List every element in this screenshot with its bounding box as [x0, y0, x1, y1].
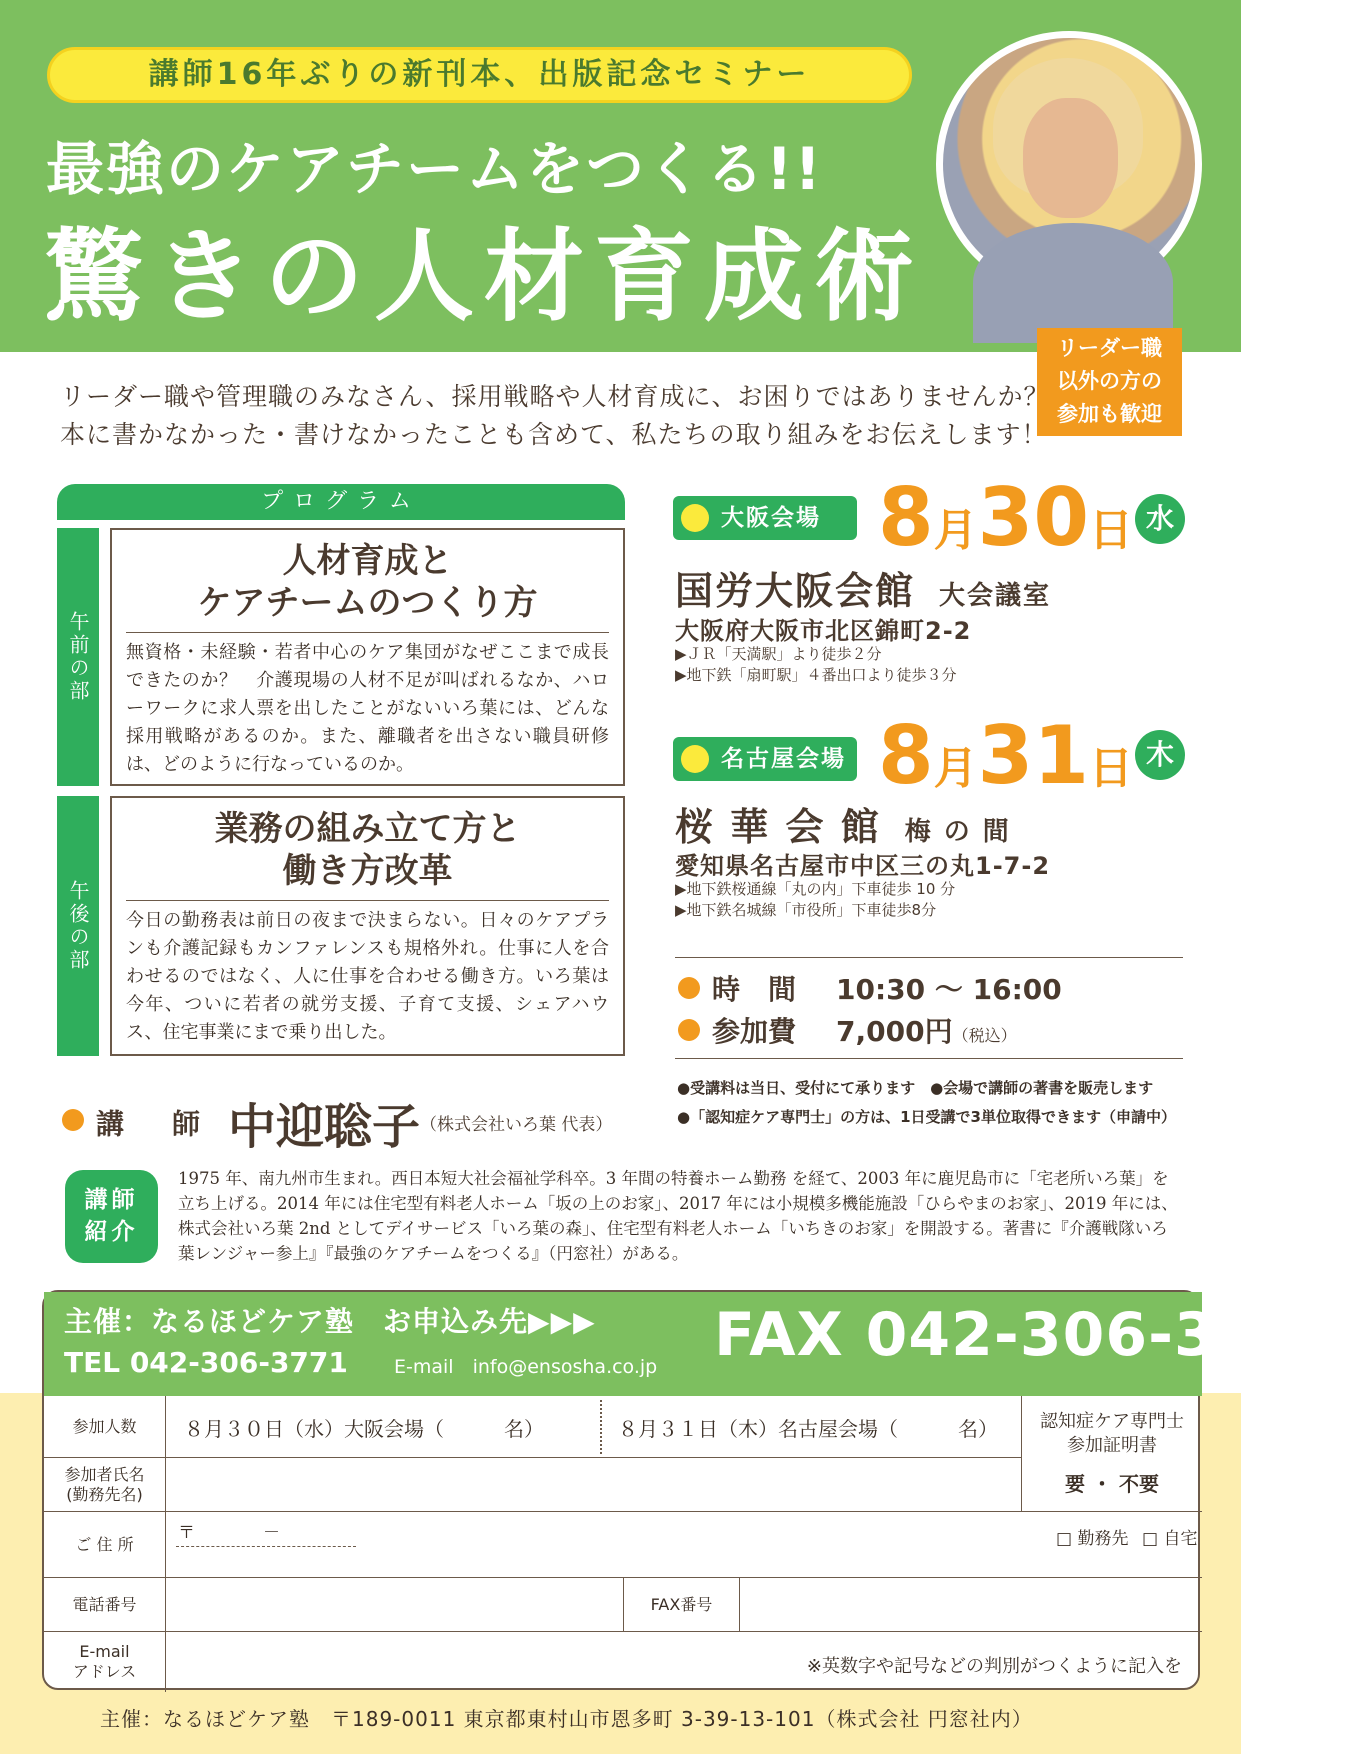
bio-badge-line: 紹介: [84, 1219, 139, 1245]
orange-dot-icon: [62, 1109, 84, 1131]
program-heading: プログラム: [57, 484, 625, 520]
fee-label: 参加費: [712, 1015, 797, 1048]
time-row: [678, 968, 1062, 1008]
welcome-badge: [1037, 328, 1182, 436]
name-label-line: (勤務先名): [66, 1484, 143, 1504]
date-day-unit: 日: [1089, 743, 1133, 794]
divider: [675, 957, 1183, 958]
welcome-line: リーダー職: [1057, 336, 1162, 360]
apply-text: お申込み先▶▶▶: [383, 1305, 596, 1338]
access-line: ▶地下鉄「扇町駅」４番出口より徒歩３分: [675, 666, 957, 684]
date-day-unit: 日: [1089, 505, 1133, 556]
lecturer-name: 中迎聡子: [228, 1099, 421, 1155]
session-body: 無資格・未経験・若者中心のケア集団がなぜここまで成長できたのか？ 介護現場の人材不足が叫ばれるなか、ハローワークに求人票を出したことがないいろ葉には、どんな採用戦略があるのか。また、離職者を出さない職員研修は、どのように行なっているのか。: [126, 642, 609, 775]
title-line-2: 驚きの人材育成術: [44, 218, 924, 335]
email-note: ※英数字や記号などの判別がつくように記入を: [806, 1656, 1182, 1677]
access-line: ▶ＪＲ「天満駅」より徒歩２分: [675, 645, 882, 663]
address-nagoya: 愛知県名古屋市中区三の丸1-7-2: [675, 852, 1051, 880]
access-osaka: [675, 644, 957, 686]
date-month-unit: 月: [933, 505, 978, 556]
photo-body: [973, 223, 1173, 343]
dot-icon: [681, 745, 709, 773]
divider: [600, 1400, 602, 1454]
intro-text: [60, 378, 1050, 454]
date-month: 8: [878, 471, 934, 564]
count-field[interactable]: [166, 1396, 1022, 1458]
name-label-line: 参加者氏名: [64, 1464, 145, 1484]
session-title: [112, 530, 623, 624]
home-checkbox[interactable]: □ 自宅: [1142, 1529, 1198, 1549]
address-osaka: 大阪府大阪市北区錦町2-2: [675, 617, 972, 645]
venue-tag-nagoya: [673, 737, 857, 781]
lecturer: [62, 1088, 612, 1157]
work-checkbox[interactable]: □ 勤務先: [1056, 1529, 1129, 1549]
organizer-text: 主催：なるほどケア塾: [64, 1305, 355, 1338]
form-tel: TEL 042-306-3771: [64, 1346, 348, 1379]
dot-icon: [681, 504, 709, 532]
fee-value: 7,000円: [836, 1015, 953, 1048]
hall-room: 梅 の 間: [904, 817, 1011, 847]
note-line: ●「認知症ケア専門士」の方は、1日受講で3単位取得できます（申請中）: [677, 1108, 1176, 1126]
access-line: ▶地下鉄名城線「市役所」下車徒歩8分: [675, 901, 937, 919]
access-nagoya: [675, 879, 955, 921]
fee-row: [678, 1010, 1017, 1050]
cert-field[interactable]: [1022, 1396, 1202, 1512]
lecturer-org: （株式会社いろ葉 代表）: [420, 1115, 613, 1135]
session-title-line: 働き方改革: [282, 851, 453, 891]
fax-label: FAX番号: [624, 1578, 740, 1632]
email-row-label: [44, 1632, 166, 1692]
date-month: 8: [878, 709, 934, 802]
date-month-unit: 月: [933, 743, 978, 794]
hall-name: 国労大阪会館: [675, 569, 916, 613]
application-form: [42, 1290, 1345, 1690]
form-organizer: [64, 1300, 596, 1340]
venue-tag-label: 名古屋会場: [721, 746, 846, 772]
zip-field: 〒 －: [178, 1523, 280, 1543]
cert-choice: 要 ・ 不要: [1065, 1472, 1159, 1496]
hall-nagoya: [675, 796, 1011, 851]
phone-label: 電話番号: [44, 1578, 166, 1632]
weekday-badge: 木: [1135, 730, 1185, 780]
orange-dot-icon: [678, 1019, 700, 1041]
session-title: [112, 798, 623, 892]
time-value: 10:30 〜 16:00: [836, 973, 1062, 1006]
form-email: [394, 1352, 657, 1379]
bio-badge: [65, 1170, 158, 1263]
email-value: info@ensosha.co.jp: [472, 1356, 658, 1378]
title-line-1: 最強のケアチームをつくる!!: [46, 135, 823, 203]
hall-osaka: [675, 560, 1051, 615]
date-day: 30: [977, 471, 1089, 564]
session-body: 今日の勤務表は前日の夜まで決まらない。日々のケアプランも介護記録もカンファレンスも規格外れ。仕事に人を合わせるのではなく、人に仕事を合わせる働き方。いろ葉は今年、ついに若者の就労支援、子育て支援、シェアハウス、住宅事業にまで乗り出した。: [126, 910, 609, 1043]
cert-title: [1022, 1396, 1202, 1458]
welcome-line: 以外の方の: [1057, 369, 1162, 393]
time-label: 時 間: [712, 973, 797, 1006]
access-line: ▶地下鉄桜通線「丸の内」下車徒歩 10 分: [675, 880, 956, 898]
session-label-afternoon: 午後の部: [57, 796, 99, 1056]
email-label-line: E-mail: [79, 1642, 130, 1661]
session-title-line: 人材育成と: [282, 541, 453, 581]
session-afternoon: [110, 796, 625, 1056]
form-fax: FAX 042-306-3772: [714, 1300, 1345, 1370]
divider: [675, 1058, 1183, 1059]
session-title-line: 業務の組み立て方と: [214, 809, 521, 849]
address-label: ご 住 所: [44, 1512, 166, 1578]
address-field[interactable]: [166, 1512, 1202, 1578]
weekday-badge: 水: [1135, 494, 1185, 544]
name-field[interactable]: [166, 1458, 1022, 1512]
notes: [677, 1074, 1176, 1132]
session-morning: [110, 528, 625, 786]
hall-name: 桜 華 会 館: [675, 805, 881, 849]
count-osaka: ８月３０日（水）大阪会場（ 名）: [184, 1417, 544, 1441]
footer-organizer: 主催：なるほどケア塾 〒189-0011 東京都東村山市恩多町 3-39-13-101（株式会社 円窓社内）: [100, 1707, 1033, 1731]
cert-title-line: 認知症ケア専門士: [1040, 1411, 1184, 1432]
form-header: [44, 1292, 1345, 1396]
note-line: ●受講料は当日、受付にて承ります ●会場で講師の著書を販売します: [677, 1079, 1154, 1097]
bio-badge-line: 講師: [84, 1187, 139, 1213]
date-osaka: [878, 471, 1133, 571]
photo-face: [1023, 98, 1118, 218]
lecturer-label: 講 師: [96, 1107, 211, 1141]
intro-line: 本に書かなかった・書けなかったことも含めて、私たちの取り組みをお伝えします！: [60, 420, 1048, 449]
tagline-pill: 講師16年ぶりの新刊本、出版記念セミナー: [47, 47, 912, 103]
venue-tag-osaka: [673, 496, 857, 540]
fax-field[interactable]: [740, 1578, 1202, 1632]
session-title-line: ケアチームのつくり方: [197, 583, 538, 623]
count-nagoya: ８月３１日（木）名古屋会場（ 名）: [618, 1417, 998, 1441]
phone-field[interactable]: [166, 1578, 624, 1632]
name-label: [44, 1458, 166, 1512]
orange-dot-icon: [678, 977, 700, 999]
count-label: 参加人数: [44, 1396, 166, 1458]
intro-line: リーダー職や管理職のみなさん、採用戦略や人材育成に、お困りではありませんか？: [60, 382, 1050, 411]
lecturer-photo: [936, 31, 1202, 297]
bio-text: 1975 年、南九州市生まれ。西日本短大社会福祉学科卒。3 年間の特養ホーム勤務 を経て、2003 年に鹿児島市に「宅老所いろ葉」を立ち上げる。2014 年には住宅型有料老人ホーム「坂の上のお家」、2017 年には小規模多機能施設「ひらやまのお家」、2019 年には、株式会社いろ葉 2nd としてデイサービス「いろ葉の森」、住宅型有料老人ホーム「いちきのお家」を開設する。著書に『介護戦隊いろ葉レンジャー参上』『最強のケアチームをつくる』（円窓社）がある。: [178, 1169, 1178, 1263]
email-field[interactable]: [166, 1632, 1202, 1692]
date-day: 31: [977, 709, 1089, 802]
session-label-morning: 午前の部: [57, 528, 99, 786]
fee-tax: （税込）: [952, 1026, 1017, 1045]
venue-tag-label: 大阪会場: [721, 505, 821, 531]
email-label: E-mail: [394, 1356, 454, 1378]
hall-room: 大会議室: [939, 581, 1052, 611]
welcome-line: 参加も歓迎: [1057, 402, 1162, 426]
cert-title-line: 参加証明書: [1067, 1435, 1157, 1456]
email-label-line: アドレス: [72, 1662, 137, 1681]
divider: [176, 1546, 356, 1547]
